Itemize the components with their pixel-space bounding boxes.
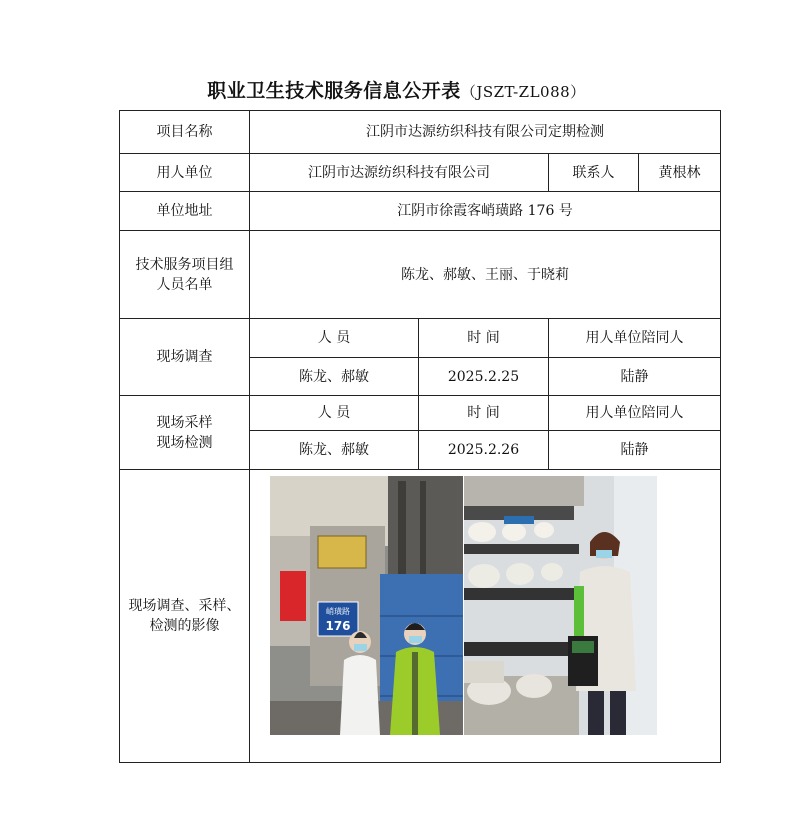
employer-label: 用人单位	[120, 154, 250, 192]
team-label	[120, 231, 250, 319]
row-images	[120, 470, 721, 763]
sampling-escort: 陆静	[549, 431, 721, 470]
address-label: 单位地址	[120, 192, 250, 231]
sampling-time: 2025.2.26	[419, 431, 549, 470]
team-label-line1: 技术服务项目组	[135, 256, 234, 273]
info-table	[119, 110, 721, 763]
sign-road-name: 峭璜路	[326, 607, 350, 616]
survey-header-personnel: 人 员	[250, 319, 419, 358]
survey-header-time: 时 间	[419, 319, 549, 358]
workshop-sampling-image	[464, 476, 657, 735]
photo-group	[250, 470, 720, 762]
site-entrance-image	[270, 476, 463, 735]
survey-escort: 陆静	[549, 358, 721, 396]
images-label-line1: 现场调查、采样、	[128, 598, 241, 614]
workshop-sampling-photo	[464, 476, 657, 735]
title-code: （JSZT-ZL088）	[460, 83, 586, 101]
team-value: 陈龙、郝敏、王丽、于晓莉	[250, 231, 721, 319]
row-project-name	[120, 111, 721, 154]
row-employer	[120, 154, 721, 192]
survey-personnel: 陈龙、郝敏	[250, 358, 419, 396]
employer-value: 江阴市达源纺织科技有限公司	[250, 154, 549, 192]
survey-header-escort: 用人单位陪同人	[549, 319, 721, 358]
address-value: 江阴市徐霞客峭璜路 176 号	[250, 192, 721, 231]
document-title	[0, 76, 793, 103]
images-label	[120, 470, 250, 763]
contact-value: 黄根林	[639, 154, 721, 192]
row-team	[120, 231, 721, 319]
team-label-line2: 人员名单	[156, 276, 213, 293]
images-label-line2: 检测的影像	[149, 618, 220, 634]
survey-time: 2025.2.25	[419, 358, 549, 396]
project-name-value: 江阴市达源纺织科技有限公司定期检测	[250, 111, 721, 154]
images-cell	[250, 470, 721, 763]
row-survey-header	[120, 319, 721, 358]
site-entrance-photo	[270, 476, 463, 735]
sign-number: 176	[325, 619, 351, 633]
row-address	[120, 192, 721, 231]
project-name-label: 项目名称	[120, 111, 250, 154]
sampling-label-line2: 现场检测	[156, 434, 213, 451]
contact-label: 联系人	[549, 154, 639, 192]
sampling-personnel: 陈龙、郝敏	[250, 431, 419, 470]
title-text: 职业卫生技术服务信息公开表	[207, 80, 461, 102]
row-sampling-header	[120, 396, 721, 431]
sampling-header-personnel: 人 员	[250, 396, 419, 431]
sampling-label-line1: 现场采样	[156, 414, 213, 431]
sampling-label	[120, 396, 250, 470]
sampling-header-time: 时 间	[419, 396, 549, 431]
survey-label: 现场调查	[120, 319, 250, 396]
sampling-header-escort: 用人单位陪同人	[549, 396, 721, 431]
